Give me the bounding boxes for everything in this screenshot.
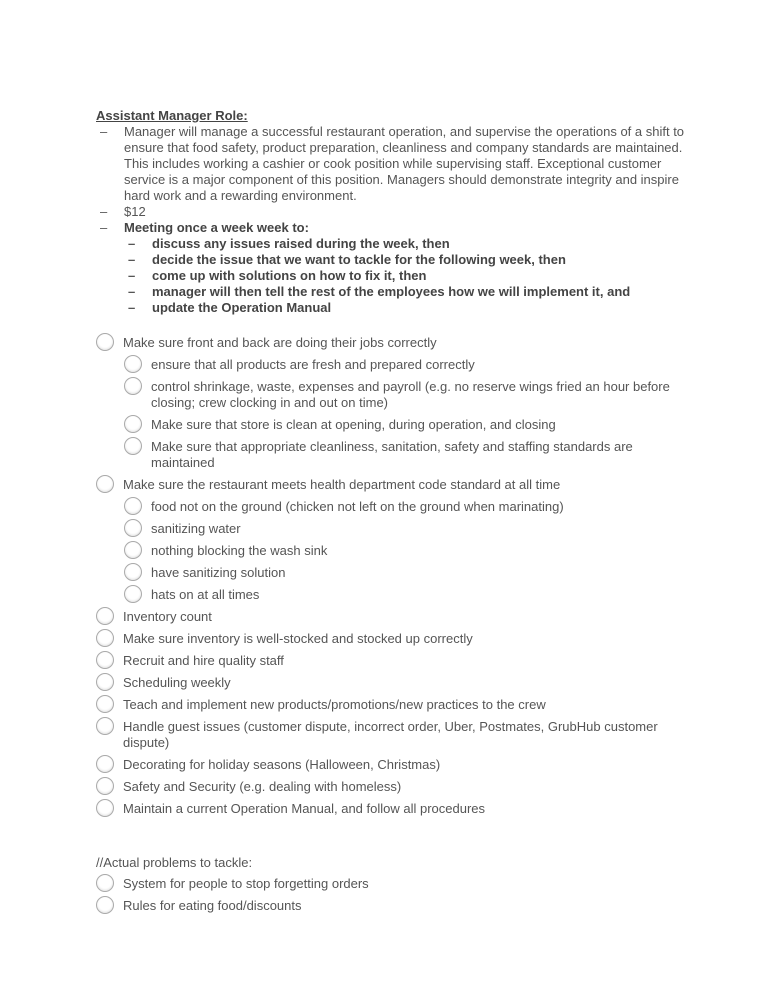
checklist-subitem: have sanitizing solution — [124, 565, 686, 581]
checklist-item: Recruit and hire quality staff — [96, 653, 686, 669]
checklist-item: Make sure the restaurant meets health department code standard at all time — [96, 477, 686, 493]
meeting-step: – manager will then tell the rest of the employees how we will implement it, and — [124, 284, 686, 300]
checkbox-circle-icon[interactable] — [124, 355, 142, 373]
checkbox-circle-icon[interactable] — [96, 629, 114, 647]
problems-heading: //Actual problems to tackle: — [96, 855, 253, 870]
meeting-list — [124, 236, 686, 316]
role-list — [96, 124, 686, 316]
checkbox-circle-icon[interactable] — [124, 519, 142, 537]
checklist-item: Decorating for holiday seasons (Halloween, Christmas) — [96, 757, 686, 773]
checkbox-circle-icon[interactable] — [96, 717, 114, 735]
meeting-step: – discuss any issues raised during the week, then — [124, 236, 686, 252]
checklist-item: Safety and Security (e.g. dealing with homeless) — [96, 779, 686, 795]
problems-checklist — [96, 876, 686, 914]
role-description: – Manager will manage a successful restaurant operation, and supervise the operations of a shift to ensure that food safety, product preparation, cleanliness and company standards are maintained. This includes working a cashier or cook position while supervising staff. Exceptional customer service is a major component of this position. Managers should demonstrate integrity and inspire hard work and a rewarding environment. — [96, 124, 686, 204]
checkbox-circle-icon[interactable] — [124, 377, 142, 395]
checkbox-circle-icon[interactable] — [96, 607, 114, 625]
checkbox-circle-icon[interactable] — [96, 799, 114, 817]
checklist-item: Maintain a current Operation Manual, and follow all procedures — [96, 801, 686, 817]
meeting-step: – update the Operation Manual — [124, 300, 686, 316]
checkbox-circle-icon[interactable] — [96, 695, 114, 713]
checkbox-circle-icon[interactable] — [124, 563, 142, 581]
checklist-subitem: food not on the ground (chicken not left on the ground when marinating) — [124, 499, 686, 515]
checkbox-circle-icon[interactable] — [96, 333, 114, 351]
checklist-item: Handle guest issues (customer dispute, incorrect order, Uber, Postmates, GrubHub customer dispute) — [96, 719, 686, 751]
checkbox-circle-icon[interactable] — [96, 475, 114, 493]
meeting-step: – decide the issue that we want to tackle for the following week, then — [124, 252, 686, 268]
checklist-subitem: sanitizing water — [124, 521, 686, 537]
checklist-item: Make sure front and back are doing their jobs correctly — [96, 335, 686, 351]
checklist-subitem: hats on at all times — [124, 587, 686, 603]
meeting-heading: Meeting once a week week to: — [124, 220, 309, 235]
checklist-item: System for people to stop forgetting orders — [96, 876, 686, 892]
checkbox-circle-icon[interactable] — [124, 541, 142, 559]
checklist — [96, 335, 686, 817]
checkbox-circle-icon[interactable] — [124, 585, 142, 603]
checkbox-circle-icon[interactable] — [96, 673, 114, 691]
checkbox-circle-icon[interactable] — [96, 777, 114, 795]
meeting-step: – come up with solutions on how to fix it, then — [124, 268, 686, 284]
checklist-item: Rules for eating food/discounts — [96, 898, 686, 914]
checklist-item: Inventory count — [96, 609, 686, 625]
checkbox-circle-icon[interactable] — [96, 874, 114, 892]
checklist-item: Teach and implement new products/promotions/new practices to the crew — [96, 697, 686, 713]
checkbox-circle-icon[interactable] — [96, 896, 114, 914]
checklist-subitem: Make sure that store is clean at opening, during operation, and closing — [124, 417, 686, 433]
section-title: Assistant Manager Role: — [96, 108, 248, 123]
checklist-subitem: ensure that all products are fresh and prepared correctly — [124, 357, 686, 373]
document — [96, 108, 686, 920]
checkbox-circle-icon[interactable] — [124, 497, 142, 515]
meeting-item — [96, 220, 686, 316]
role-pay: – $12 — [96, 204, 686, 220]
checklist-subitem: control shrinkage, waste, expenses and payroll (e.g. no reserve wings fried an hour before closing; crew clocking in and out on time) — [124, 379, 686, 411]
checklist-item: Make sure inventory is well-stocked and stocked up correctly — [96, 631, 686, 647]
checkbox-circle-icon[interactable] — [124, 437, 142, 455]
checklist-subitem: Make sure that appropriate cleanliness, sanitation, safety and staffing standards are maintained — [124, 439, 686, 471]
checkbox-circle-icon[interactable] — [96, 651, 114, 669]
checklist-item: Scheduling weekly — [96, 675, 686, 691]
checkbox-circle-icon[interactable] — [96, 755, 114, 773]
checklist-subitem: nothing blocking the wash sink — [124, 543, 686, 559]
checkbox-circle-icon[interactable] — [124, 415, 142, 433]
